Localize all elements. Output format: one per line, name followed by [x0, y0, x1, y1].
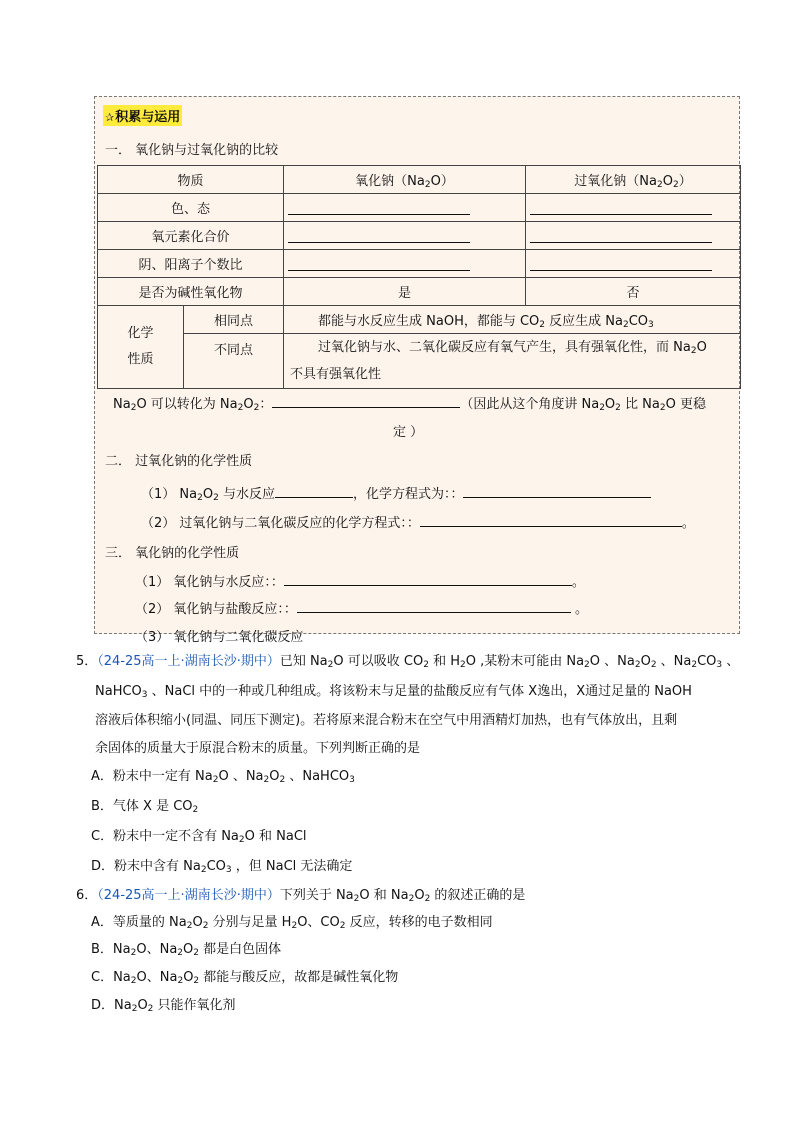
answer-blank[interactable] [288, 228, 470, 243]
answer-blank[interactable] [420, 512, 682, 527]
header-na2o2: 过氧化钠$(Na_2O_2)$ [526, 166, 741, 194]
q6-stem: 6．（24-25高一上·湖南长沙·期中）下列关于 $Na_2O$ 和 $Na_2O_2$ 的叙述正确的是 [76, 888, 526, 904]
table-row: 色、态 [98, 194, 741, 222]
header-substance: 物质 [98, 166, 284, 194]
q6-option-a[interactable]: A．等质量的 $Na_2O_2$ 分别与足量 $H_2O$、$CO_2$ 反应，转移的电子数相同 [91, 915, 493, 931]
s2-item-2: （2） 过氧化钠与二氧化碳反应的化学方程式：： 。 [141, 512, 695, 531]
header-na2o: 氧化钠$(Na_2O)$ [284, 166, 526, 194]
table-row: 不同点 过氧化钠与水、二氧化碳反应有氧气产生，具有强氧化性，而 $Na_2O$ 不具有强氧化性 [98, 334, 741, 389]
q5-option-b[interactable]: B．气体 X 是 $CO_2$ [91, 799, 199, 815]
s2-item-1: （1） $Na_2O_2$ 与水反应 ，化学方程式为：： [141, 483, 651, 502]
chem-props-label: 化学 性质 [98, 306, 184, 389]
answer-blank[interactable] [463, 483, 651, 498]
q6-option-c[interactable]: C．$Na_2O$、$Na_2O_2$ 都能与酸反应，故都是碱性氧化物 [91, 970, 399, 986]
q5-line-2: NaHCO$_3$ 、NaCl 中的一种或几种组成。将该粉末与足量的盐酸反应有气体 X逸出，X通过足量的 NaOH [95, 684, 692, 700]
q6-option-b[interactable]: B．$Na_2O$、$Na_2O_2$ 都是白色固体 [91, 942, 282, 958]
q6-source: （24-25高一上·湖南长沙·期中） [97, 888, 280, 903]
q5-line-1: 5．（24-25高一上·湖南长沙·期中）已知 $Na_2O$ 可以吸收 $CO_2$ 和 $H_2O$ ,某粉末可能由 $Na_2O$ 、$Na_2O_2$ 、$Na_2CO_3$ 、 [76, 654, 740, 670]
answer-blank[interactable] [530, 256, 712, 271]
q5-source: （24-25高一上·湖南长沙·期中） [97, 654, 280, 669]
conversion-line: $Na_2O$ 可以转化为 $Na_2O_2$： （因此从这个角度讲 $Na_2O_2$ 比 $Na_2O$ 更稳 [113, 393, 706, 412]
q5-option-d[interactable]: D．粉末中含有 $Na_2CO_3$ ，但 NaCl 无法确定 [91, 859, 353, 875]
answer-blank[interactable] [288, 256, 470, 271]
diff-points: 过氧化钠与水、二氧化碳反应有氧气产生，具有强氧化性，而 $Na_2O$ 不具有强氧化性 [284, 334, 741, 389]
table-row: 化学 性质 相同点 都能与水反应生成 NaOH，都能与 $CO_2$ 反应生成 $Na_2CO_3$ [98, 306, 741, 334]
q5-option-c[interactable]: C．粉末中一定不含有 $Na_2O$ 和 NaCl [91, 829, 307, 845]
section-1-heading: 一． 氧化钠与过氧化钠的比较 [105, 143, 279, 158]
table-row: 氧元素化合价 [98, 222, 741, 250]
answer-blank[interactable] [530, 200, 712, 215]
table-row: 阴、阳离子个数比 [98, 250, 741, 278]
answer-blank[interactable] [297, 598, 571, 613]
answer-blank[interactable] [284, 571, 572, 586]
s3-item-3: （3） 氧化钠与二氧化碳反应 [135, 630, 304, 645]
star-icon: ✰ [105, 111, 115, 124]
q5-line-4: 余固体的质量大于原混合粉末的质量。下列判断正确的是 [95, 741, 421, 756]
s3-item-2: （2） 氧化钠与盐酸反应：： 。 [135, 598, 588, 617]
table-row: 是否为碱性氧化物 是 否 [98, 278, 741, 306]
section-2-heading: 二． 过氧化钠的化学性质 [105, 454, 253, 469]
answer-blank[interactable] [275, 483, 353, 498]
q5-line-3: 溶液后体积缩小(同温、同压下测定)。若将原来混合粉末在空气中用酒精灯加热，也有气体放出，且剩 [95, 713, 678, 728]
answer-blank[interactable] [272, 393, 460, 408]
knowledge-panel: ✰积累与运用 一． 氧化钠与过氧化钠的比较 物质 氧化钠$(Na_2O)$ 过氧化钠$(Na_2O_2)$ 色、态 氧元素化合价 阴、阳离子个数比 是否为碱性氧化物 是 否 化学 性质 相同点 都能与水反应生成 NaOH，都能与 $CO_2$ 反应生成 $Na_2CO_3$ 不同点 过氧化钠与水、二氧化碳反应有氧气产生，具有强氧化性，而 $Na_2O$ 不具有强氧化性 $Na_2O$ 可以转化为 $Na_2O_2$： （因此从这个角度讲 $Na_2O_2$ 比 $Na_2O$ 更稳 定 ） 二． 过氧化钠的化学性质 （1） $Na_2O_2$ 与水反应 ，化学方程式为：： （2） 过氧化钠与二氧化碳反应的化学方程式：： 。 三． 氧化钠的化学性质 （1） 氧化钠与水反应：： 。 （2） 氧化钠与盐酸反应：： 。 （3） 氧化钠与二氧化碳反应 [94, 96, 740, 634]
comparison-table [97, 165, 741, 389]
answer-blank[interactable] [530, 228, 712, 243]
same-points: 都能与水反应生成 NaOH，都能与 $CO_2$ 反应生成 $Na_2CO_3$ [284, 306, 741, 334]
panel-title: ✰积累与运用 [103, 105, 182, 126]
q5-option-a[interactable]: A．粉末中一定有 $Na_2O$ 、$Na_2O_2$ 、NaHCO$_3$ [91, 769, 355, 785]
section-3-heading: 三． 氧化钠的化学性质 [105, 546, 240, 561]
s3-item-1: （1） 氧化钠与水反应：： 。 [135, 571, 585, 590]
answer-blank[interactable] [288, 200, 470, 215]
q6-option-d[interactable]: D．$Na_2O_2$ 只能作氧化剂 [91, 998, 236, 1014]
table-row [98, 166, 741, 194]
